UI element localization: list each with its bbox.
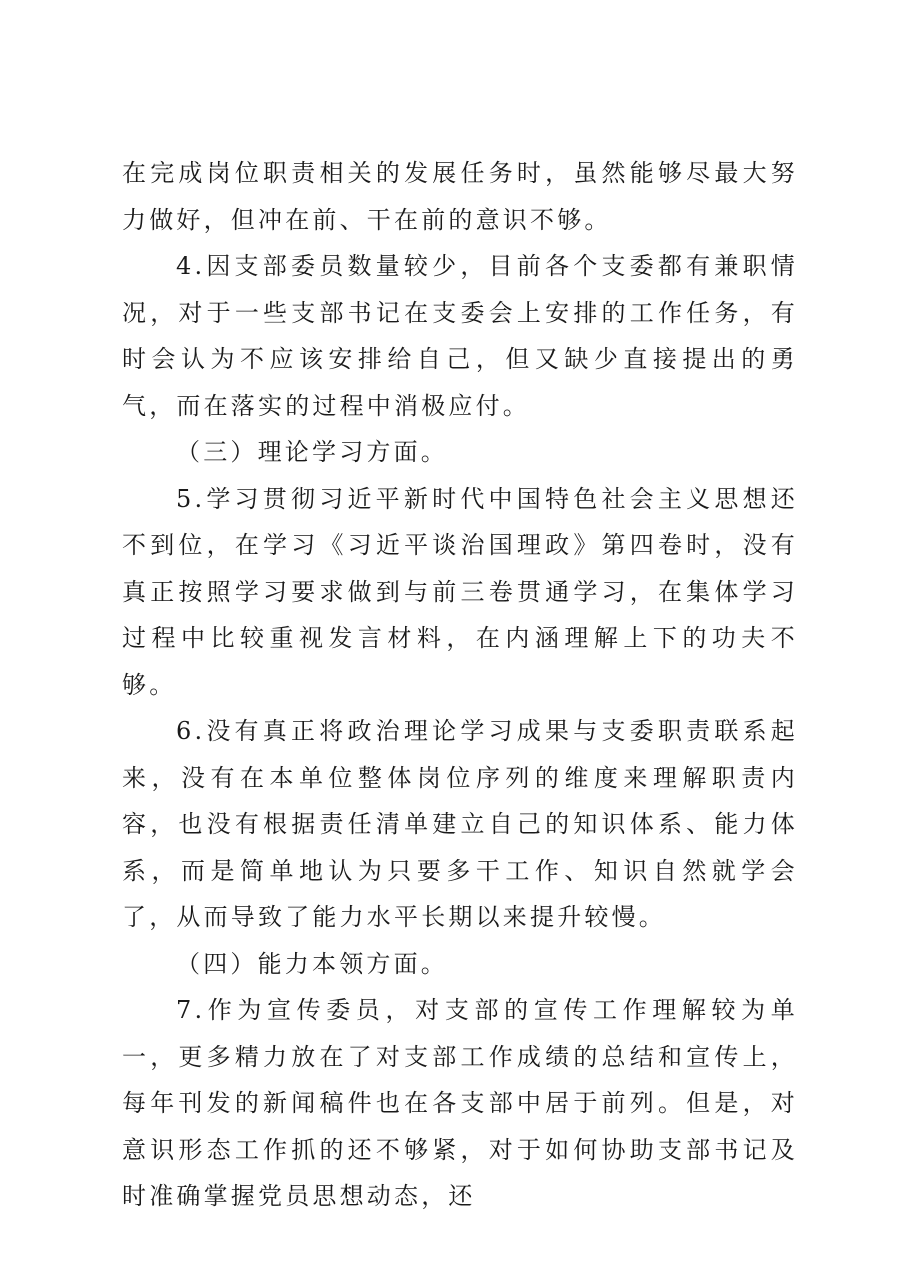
section-heading-theory-study: （三）理论学习方面。 [176,438,448,466]
paragraph-item-6: 6.没有真正将政治理论学习成果与支委职责联系起来，没有在本单位整体岗位序列的维度来理解职责内容，也没有根据责任清单建立自己的知识体系、能力体系，而是简单地认为只要多干工作、知识自然就学会了，从而导致了能力水平长期以来提升较慢。 [122,717,798,931]
paragraph-item-4: 4.因支部委员数量较少，目前各个支委都有兼职情况，对于一些支部书记在支委会上安排的工作任务，有时会认为不应该安排给自己，但又缺少直接提出的勇气，而在落实的过程中消极应付。 [122,252,798,420]
paragraph-continuation: 在完成岗位职责相关的发展任务时，虽然能够尽最大努力做好，但冲在前、干在前的意识不够。 [122,159,798,234]
section-heading-ability: （四）能力本领方面。 [176,949,448,978]
document-body [122,150,798,1220]
paragraph-item-5: 5.学习贯彻习近平新时代中国特色社会主义思想还不到位，在学习《习近平谈治国理政》第四卷时，没有真正按照学习要求做到与前三卷贯通学习，在集体学习过程中比较重视发言材料，在内涵理解上下的功夫不够。 [122,484,798,699]
paragraph-item-7: 7.作为宣传委员，对支部的宣传工作理解较为单一，更多精力放在了对支部工作成绩的总结和宣传上，每年刊发的新闻稿件也在各支部中居于前列。但是，对意识形态工作抓的还不够紧，对于如何协助支部书记及时准确掌握党员思想动态，还 [122,996,798,1210]
